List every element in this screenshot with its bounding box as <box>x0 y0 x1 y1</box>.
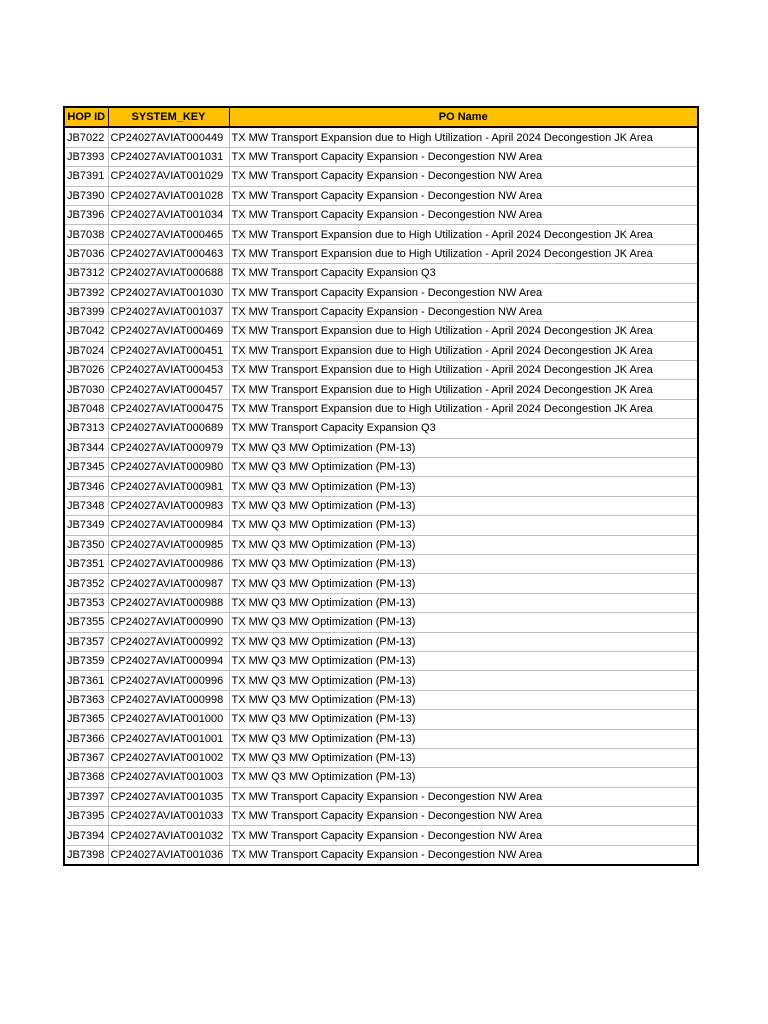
table-row <box>64 477 698 496</box>
hop-id-cell: JB7395 <box>64 807 108 826</box>
table-row <box>64 361 698 380</box>
table-row <box>64 147 698 166</box>
hop-id-cell: JB7394 <box>64 826 108 845</box>
hop-id-cell: JB7349 <box>64 516 108 535</box>
po-name-cell: TX MW Transport Capacity Expansion - Decongestion NW Area <box>229 807 698 826</box>
hop-id-cell: JB7351 <box>64 554 108 573</box>
system-key-cell: CP24027AVIAT001033 <box>108 807 229 826</box>
system-key-cell: CP24027AVIAT001034 <box>108 205 229 224</box>
po-name-cell: TX MW Transport Expansion due to High Utilization - April 2024 Decongestion JK Area <box>229 127 698 147</box>
system-key-cell: CP24027AVIAT000453 <box>108 361 229 380</box>
table-row <box>64 690 698 709</box>
hop-id-cell: JB7390 <box>64 186 108 205</box>
po-name-cell: TX MW Q3 MW Optimization (PM-13) <box>229 729 698 748</box>
hop-id-cell: JB7361 <box>64 671 108 690</box>
system-key-cell: CP24027AVIAT000994 <box>108 651 229 670</box>
table-row <box>64 845 698 865</box>
system-key-cell: CP24027AVIAT000457 <box>108 380 229 399</box>
table-row <box>64 496 698 515</box>
hop-id-cell: JB7392 <box>64 283 108 302</box>
po-name-cell: TX MW Transport Capacity Expansion - Decongestion NW Area <box>229 283 698 302</box>
hop-id-cell: JB7344 <box>64 438 108 457</box>
po-name-cell: TX MW Q3 MW Optimization (PM-13) <box>229 535 698 554</box>
system-key-cell: CP24027AVIAT000981 <box>108 477 229 496</box>
table-row <box>64 787 698 806</box>
hop-id-cell: JB7042 <box>64 322 108 341</box>
po-name-cell: TX MW Transport Capacity Expansion - Decongestion NW Area <box>229 826 698 845</box>
hop-id-cell: JB7367 <box>64 748 108 767</box>
table-row <box>64 225 698 244</box>
hop-id-cell: JB7396 <box>64 205 108 224</box>
table-row <box>64 768 698 787</box>
table-row <box>64 458 698 477</box>
header-row <box>64 107 698 127</box>
po-name-cell: TX MW Transport Expansion due to High Utilization - April 2024 Decongestion JK Area <box>229 380 698 399</box>
table-row <box>64 574 698 593</box>
table-row <box>64 671 698 690</box>
table-row <box>64 244 698 263</box>
po-name-cell: TX MW Q3 MW Optimization (PM-13) <box>229 477 698 496</box>
system-key-cell: CP24027AVIAT000980 <box>108 458 229 477</box>
po-table <box>63 106 699 866</box>
table-row <box>64 127 698 147</box>
hop-id-cell: JB7350 <box>64 535 108 554</box>
system-key-cell: CP24027AVIAT001001 <box>108 729 229 748</box>
hop-id-cell: JB7348 <box>64 496 108 515</box>
table-row <box>64 302 698 321</box>
table-row <box>64 167 698 186</box>
system-key-cell: CP24027AVIAT000992 <box>108 632 229 651</box>
system-key-cell: CP24027AVIAT001003 <box>108 768 229 787</box>
hop-id-cell: JB7030 <box>64 380 108 399</box>
table-row <box>64 322 698 341</box>
po-name-cell: TX MW Transport Expansion due to High Utilization - April 2024 Decongestion JK Area <box>229 341 698 360</box>
system-key-cell: CP24027AVIAT000465 <box>108 225 229 244</box>
hop-id-cell: JB7345 <box>64 458 108 477</box>
table-row <box>64 593 698 612</box>
hop-id-cell: JB7359 <box>64 651 108 670</box>
system-key-cell: CP24027AVIAT001031 <box>108 147 229 166</box>
hop-id-cell: JB7398 <box>64 845 108 865</box>
po-name-cell: TX MW Q3 MW Optimization (PM-13) <box>229 593 698 612</box>
system-key-cell: CP24027AVIAT001035 <box>108 787 229 806</box>
hop-id-cell: JB7368 <box>64 768 108 787</box>
header-system-key: SYSTEM_KEY <box>108 107 229 127</box>
po-name-cell: TX MW Q3 MW Optimization (PM-13) <box>229 613 698 632</box>
system-key-cell: CP24027AVIAT000463 <box>108 244 229 263</box>
po-name-cell: TX MW Transport Capacity Expansion - Decongestion NW Area <box>229 787 698 806</box>
hop-id-cell: JB7022 <box>64 127 108 147</box>
table-row <box>64 419 698 438</box>
table-row <box>64 186 698 205</box>
hop-id-cell: JB7312 <box>64 264 108 283</box>
table-row <box>64 205 698 224</box>
po-name-cell: TX MW Transport Expansion due to High Utilization - April 2024 Decongestion JK Area <box>229 361 698 380</box>
table-row <box>64 748 698 767</box>
hop-id-cell: JB7355 <box>64 613 108 632</box>
po-name-cell: TX MW Q3 MW Optimization (PM-13) <box>229 671 698 690</box>
table-row <box>64 826 698 845</box>
po-name-cell: TX MW Q3 MW Optimization (PM-13) <box>229 651 698 670</box>
system-key-cell: CP24027AVIAT000688 <box>108 264 229 283</box>
system-key-cell: CP24027AVIAT000983 <box>108 496 229 515</box>
po-name-cell: TX MW Q3 MW Optimization (PM-13) <box>229 496 698 515</box>
system-key-cell: CP24027AVIAT001032 <box>108 826 229 845</box>
hop-id-cell: JB7391 <box>64 167 108 186</box>
table-row <box>64 710 698 729</box>
header-hop-id: HOP ID <box>64 107 108 127</box>
hop-id-cell: JB7366 <box>64 729 108 748</box>
table-row <box>64 380 698 399</box>
po-name-cell: TX MW Q3 MW Optimization (PM-13) <box>229 632 698 651</box>
system-key-cell: CP24027AVIAT000984 <box>108 516 229 535</box>
hop-id-cell: JB7363 <box>64 690 108 709</box>
po-name-cell: TX MW Transport Capacity Expansion - Decongestion NW Area <box>229 302 698 321</box>
system-key-cell: CP24027AVIAT000990 <box>108 613 229 632</box>
hop-id-cell: JB7026 <box>64 361 108 380</box>
po-name-cell: TX MW Q3 MW Optimization (PM-13) <box>229 748 698 767</box>
table-header <box>64 107 698 127</box>
table-row <box>64 341 698 360</box>
po-name-cell: TX MW Transport Capacity Expansion Q3 <box>229 419 698 438</box>
po-name-cell: TX MW Transport Expansion due to High Utilization - April 2024 Decongestion JK Area <box>229 399 698 418</box>
system-key-cell: CP24027AVIAT001028 <box>108 186 229 205</box>
hop-id-cell: JB7365 <box>64 710 108 729</box>
po-name-cell: TX MW Transport Capacity Expansion - Decongestion NW Area <box>229 167 698 186</box>
hop-id-cell: JB7399 <box>64 302 108 321</box>
po-name-cell: TX MW Transport Capacity Expansion Q3 <box>229 264 698 283</box>
po-name-cell: TX MW Q3 MW Optimization (PM-13) <box>229 458 698 477</box>
hop-id-cell: JB7038 <box>64 225 108 244</box>
table-row <box>64 554 698 573</box>
po-name-cell: TX MW Q3 MW Optimization (PM-13) <box>229 710 698 729</box>
system-key-cell: CP24027AVIAT000986 <box>108 554 229 573</box>
po-name-cell: TX MW Transport Capacity Expansion - Decongestion NW Area <box>229 147 698 166</box>
po-name-cell: TX MW Transport Expansion due to High Utilization - April 2024 Decongestion JK Area <box>229 322 698 341</box>
system-key-cell: CP24027AVIAT001029 <box>108 167 229 186</box>
table-row <box>64 613 698 632</box>
table-row <box>64 729 698 748</box>
header-po-name: PO Name <box>229 107 698 127</box>
hop-id-cell: JB7353 <box>64 593 108 612</box>
system-key-cell: CP24027AVIAT001036 <box>108 845 229 865</box>
system-key-cell: CP24027AVIAT000996 <box>108 671 229 690</box>
hop-id-cell: JB7024 <box>64 341 108 360</box>
po-name-cell: TX MW Q3 MW Optimization (PM-13) <box>229 438 698 457</box>
system-key-cell: CP24027AVIAT000469 <box>108 322 229 341</box>
po-name-cell: TX MW Transport Capacity Expansion - Decongestion NW Area <box>229 186 698 205</box>
system-key-cell: CP24027AVIAT000988 <box>108 593 229 612</box>
table-row <box>64 264 698 283</box>
hop-id-cell: JB7397 <box>64 787 108 806</box>
system-key-cell: CP24027AVIAT000449 <box>108 127 229 147</box>
system-key-cell: CP24027AVIAT000979 <box>108 438 229 457</box>
po-name-cell: TX MW Transport Capacity Expansion - Decongestion NW Area <box>229 205 698 224</box>
system-key-cell: CP24027AVIAT000689 <box>108 419 229 438</box>
system-key-cell: CP24027AVIAT001037 <box>108 302 229 321</box>
table-row <box>64 807 698 826</box>
system-key-cell: CP24027AVIAT000987 <box>108 574 229 593</box>
hop-id-cell: JB7393 <box>64 147 108 166</box>
hop-id-cell: JB7048 <box>64 399 108 418</box>
system-key-cell: CP24027AVIAT001002 <box>108 748 229 767</box>
table-row <box>64 438 698 457</box>
po-name-cell: TX MW Q3 MW Optimization (PM-13) <box>229 690 698 709</box>
hop-id-cell: JB7313 <box>64 419 108 438</box>
table-row <box>64 651 698 670</box>
system-key-cell: CP24027AVIAT001030 <box>108 283 229 302</box>
po-name-cell: TX MW Q3 MW Optimization (PM-13) <box>229 768 698 787</box>
hop-id-cell: JB7357 <box>64 632 108 651</box>
po-name-cell: TX MW Q3 MW Optimization (PM-13) <box>229 554 698 573</box>
table-row <box>64 516 698 535</box>
po-name-cell: TX MW Transport Capacity Expansion - Decongestion NW Area <box>229 845 698 865</box>
table-row <box>64 632 698 651</box>
table-row <box>64 535 698 554</box>
po-name-cell: TX MW Q3 MW Optimization (PM-13) <box>229 574 698 593</box>
system-key-cell: CP24027AVIAT000451 <box>108 341 229 360</box>
hop-id-cell: JB7352 <box>64 574 108 593</box>
table-body <box>64 127 698 865</box>
po-name-cell: TX MW Transport Expansion due to High Utilization - April 2024 Decongestion JK Area <box>229 225 698 244</box>
system-key-cell: CP24027AVIAT000985 <box>108 535 229 554</box>
po-name-cell: TX MW Transport Expansion due to High Utilization - April 2024 Decongestion JK Area <box>229 244 698 263</box>
system-key-cell: CP24027AVIAT001000 <box>108 710 229 729</box>
system-key-cell: CP24027AVIAT000475 <box>108 399 229 418</box>
table-row <box>64 283 698 302</box>
table-row <box>64 399 698 418</box>
hop-id-cell: JB7346 <box>64 477 108 496</box>
system-key-cell: CP24027AVIAT000998 <box>108 690 229 709</box>
po-name-cell: TX MW Q3 MW Optimization (PM-13) <box>229 516 698 535</box>
hop-id-cell: JB7036 <box>64 244 108 263</box>
